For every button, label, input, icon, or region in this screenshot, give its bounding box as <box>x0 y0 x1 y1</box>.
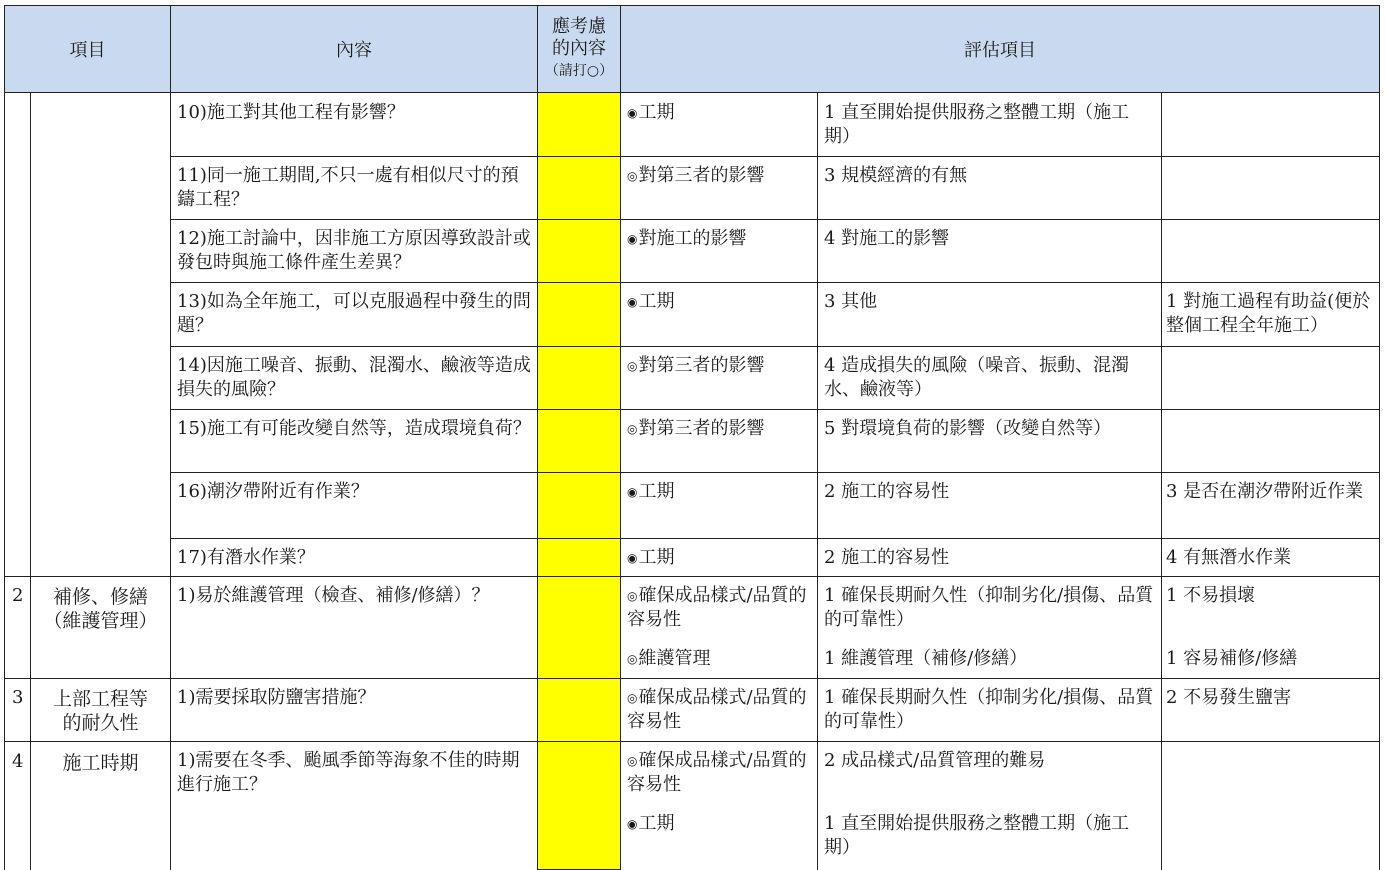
row-content: 14)因施工噪音、振動、混濁水、鹼液等造成損失的風險？ <box>177 355 531 400</box>
row-eval-detail: 2 施工的容易性 <box>824 547 950 568</box>
row-eval-detail: 1 維護管理（補修/修繕） <box>824 648 1028 669</box>
group-number: 4 <box>12 751 24 772</box>
circle-mark-icon: ◎ <box>627 359 638 373</box>
row-eval-category-text: 確保成品樣式/品質的容易性 <box>627 687 807 732</box>
row-eval-category-text: 維護管理 <box>638 648 711 669</box>
row-eval-detail: 3 其他 <box>824 291 878 312</box>
group-number: 2 <box>12 585 24 606</box>
row-eval-category-text: 工期 <box>638 102 675 123</box>
circle-mark-icon: ◎ <box>627 754 638 768</box>
circle-mark-icon: ◎ <box>627 422 638 436</box>
circle-mark-icon: ◎ <box>627 589 638 603</box>
row-content: 10)施工對其他工程有影響？ <box>177 102 405 123</box>
evaluation-table <box>4 5 1380 870</box>
row-content: 1)需要採取防鹽害措施？ <box>177 687 376 708</box>
check-column-highlight <box>538 93 620 870</box>
row-eval-detail: 4 對施工的影響 <box>824 228 950 249</box>
row-eval-detail: 5 對環境負荷的影響（改變自然等） <box>824 418 1112 439</box>
circle-mark-icon: ◉ <box>627 295 638 309</box>
circle-mark-icon: ◎ <box>627 691 638 705</box>
row-eval-category <box>621 219 817 251</box>
row-content: 1)易於維護管理（檢查、補修/修繕）？ <box>177 585 490 606</box>
header-evaluation <box>620 5 1380 93</box>
row-eval-category-text: 對第三者的影響 <box>638 355 765 376</box>
grid-line <box>4 93 5 870</box>
group-name-line1: 施工時期 <box>62 752 139 774</box>
row-eval-category <box>621 538 817 570</box>
row-eval-detail: 1 確保長期耐久性（抑制劣化/損傷、品質的可靠性） <box>824 687 1154 732</box>
row-eval-category-text: 確保成品樣式/品質的容易性 <box>627 750 807 795</box>
grid-line <box>537 93 538 870</box>
circle-mark-icon: ◉ <box>627 232 638 246</box>
row-eval-category <box>621 804 817 836</box>
circle-mark-icon: ◉ <box>627 817 638 831</box>
row-eval-note: 3 是否在潮汐帶附近作業 <box>1166 481 1364 502</box>
row-eval-note: 1 對施工過程有助益(便於整個工程全年施工） <box>1166 291 1371 336</box>
circle-mark-icon: ◉ <box>627 485 638 499</box>
group-name <box>31 585 170 633</box>
row-eval-category <box>621 472 817 504</box>
circle-mark-icon: ◎ <box>627 169 638 183</box>
row-eval-category-text: 工期 <box>638 291 675 312</box>
row-eval-category-text: 對第三者的影響 <box>638 418 765 439</box>
group-name-line1: 上部工程等 <box>52 688 148 710</box>
row-content: 11)同一施工期間,不只一處有相似尺寸的預鑄工程？ <box>177 165 519 210</box>
row-eval-category-text: 對第三者的影響 <box>638 165 765 186</box>
row-eval-detail: 4 造成損失的風險（噪音、振動、混濁水、鹼液等） <box>824 355 1130 400</box>
row-eval-category-text: 工期 <box>638 481 675 502</box>
row-content: 13)如為全年施工，可以克服過程中發生的問題？ <box>177 291 531 336</box>
row-eval-category-text: 工期 <box>638 547 675 568</box>
header-consider-line2: 的內容 <box>552 38 606 59</box>
header-content <box>170 5 538 93</box>
row-eval-category <box>621 409 817 441</box>
row-content: 1)需要在冬季、颱風季節等海象不佳的時期進行施工？ <box>177 750 520 795</box>
group-name-line2: （維護管理） <box>43 610 158 632</box>
group-name <box>31 687 170 735</box>
row-eval-category <box>621 678 817 734</box>
row-eval-category <box>621 156 817 188</box>
row-eval-category <box>621 639 817 671</box>
header-item-label: 項目 <box>69 40 106 61</box>
row-eval-category <box>621 93 817 125</box>
header-content-label: 內容 <box>336 40 372 61</box>
row-eval-category-text: 工期 <box>638 813 675 834</box>
group-name <box>31 751 170 775</box>
row-content: 12)施工討論中，因非施工方原因導致設計或發包時與施工條件產生差異？ <box>177 228 531 273</box>
row-content: 15)施工有可能改變自然等，造成環境負荷？ <box>177 418 531 439</box>
row-eval-detail: 2 成品樣式/品質管理的難易 <box>824 750 1046 771</box>
row-eval-category <box>621 576 817 632</box>
header-evaluation-label: 評估項目 <box>964 40 1036 61</box>
row-eval-detail: 1 直至開始提供服務之整體工期（施工期） <box>824 102 1130 147</box>
row-eval-note: 1 容易補修/修繕 <box>1166 648 1298 669</box>
row-content: 17)有潛水作業？ <box>177 547 315 568</box>
row-eval-category-text: 對施工的影響 <box>638 228 747 249</box>
row-content: 16)潮汐帶附近有作業？ <box>177 481 369 502</box>
group-name-line2: 的耐久性 <box>62 712 139 734</box>
row-eval-detail: 3 規模經濟的有無 <box>824 165 968 186</box>
header-consider-line1: 應考慮 <box>552 16 606 37</box>
header-consider <box>537 5 621 93</box>
row-eval-note: 4 有無潛水作業 <box>1166 547 1292 568</box>
row-eval-note: 2 不易發生鹽害 <box>1166 687 1292 708</box>
group-number: 3 <box>12 687 24 708</box>
header-consider-line3: （請打○） <box>544 63 614 79</box>
row-eval-category <box>621 741 817 797</box>
header-item <box>4 5 171 93</box>
row-eval-detail: 1 確保長期耐久性（抑制劣化/損傷、品質的可靠性） <box>824 585 1154 630</box>
row-eval-category-text: 確保成品樣式/品質的容易性 <box>627 585 807 630</box>
row-eval-category <box>621 346 817 378</box>
circle-mark-icon: ◉ <box>627 551 638 565</box>
row-eval-detail: 1 直至開始提供服務之整體工期（施工期） <box>824 813 1130 858</box>
row-eval-category <box>621 282 817 314</box>
circle-mark-icon: ◎ <box>627 652 638 666</box>
row-eval-note: 1 不易損壞 <box>1166 585 1256 606</box>
row-eval-detail: 2 施工的容易性 <box>824 481 950 502</box>
circle-mark-icon: ◉ <box>627 106 638 120</box>
group-name-line1: 補修、修繕 <box>52 586 148 608</box>
